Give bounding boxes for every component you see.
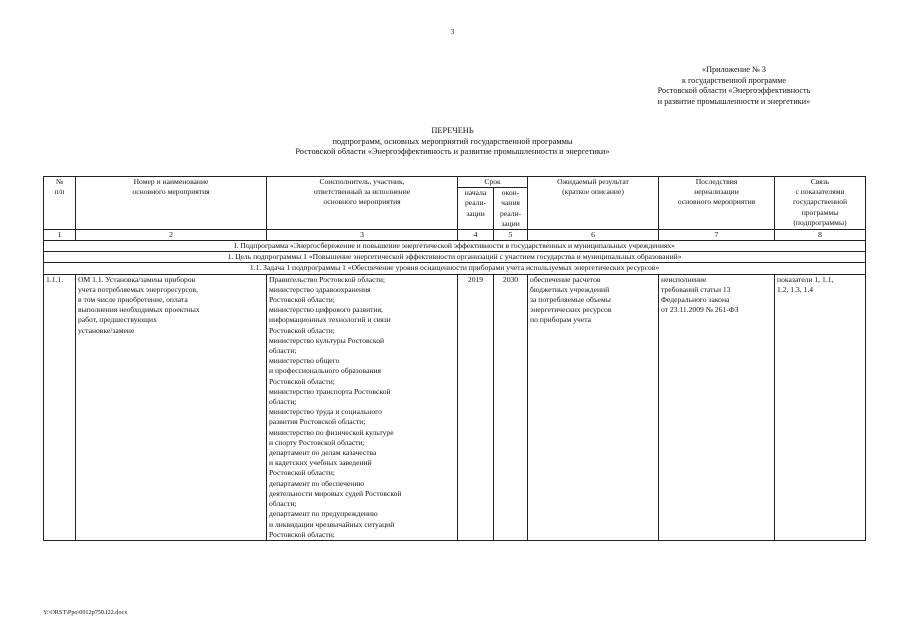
header-link: Связь с показателями государственной программы (подпрограммы)	[775, 177, 866, 230]
document-title	[0, 126, 905, 158]
row-consequences: неисполнение требований статьи 13 Федерального закона от 23.11.2009 № 261-ФЗ	[659, 274, 775, 540]
table-row	[44, 274, 866, 540]
task-title: 1.1. Задача 1 подпрограммы 1 «Обеспечение уровня оснащенности приборами учета используемых энергетических ресурсов»	[44, 263, 866, 274]
column-number: 1	[44, 230, 76, 241]
header-result: Ожидаемый результат (краткое описание)	[528, 177, 659, 230]
subprogram-row	[44, 241, 866, 252]
header-name: Номер и наименование основного мероприятия	[76, 177, 267, 230]
appendix-line: «Приложение № 3	[701, 65, 767, 74]
column-number: 5	[494, 230, 528, 241]
page-number: 3	[450, 28, 455, 36]
header-num: № п/п	[44, 177, 76, 230]
column-number-row	[44, 230, 866, 241]
goal-row	[44, 252, 866, 263]
title-line: Ростовской области «Энергоэффективность и развитие промышленности и энергетики»	[295, 147, 610, 156]
row-num: 1.1.1.	[44, 274, 76, 540]
column-number: 3	[267, 230, 458, 241]
goal-title: 1. Цель подпрограммы 1 «Повышение энергетической эффективности организаций с участием государства и муниципальных образований»	[44, 252, 866, 263]
row-executor: Правительство Ростовской области; министерство здравоохранения Ростовской области; министерство цифрового развития, информационных технологий и связи Ростовской области; министерство культуры Ростовской области; министерство общего и профессионального образования Ростовской области; министерство транспорта Ростовской области; министерство труда и социального развития Ростовской области; министерство по физической культуре и спорту Ростовской области; департамент по делам казачества и кадетских учебных заведений Ростовской области; департамент по обеспечению деятельности мировых судей Ростовской области; департамент по предупреждению и ликвидации чрезвычайных ситуаций Ростовской области;	[267, 274, 458, 540]
row-end-year: 2030	[494, 274, 528, 540]
appendix-line: и развитие промышленности и энергетики»	[657, 96, 811, 106]
column-number: 6	[528, 230, 659, 241]
column-number: 4	[458, 230, 494, 241]
row-result: обеспечение расчетов бюджетных учреждений за потребляемые объемы энергетических ресурсов по приборам учета	[528, 274, 659, 540]
appendix-line: к государственной программе	[681, 75, 787, 85]
row-start-year: 2019	[458, 274, 494, 540]
column-number: 2	[76, 230, 267, 241]
header-consequences: Последствия нереализации основного мероприятия	[659, 177, 775, 230]
title-line: подпрограмм, основных мероприятий государственной программы	[332, 136, 573, 146]
column-number: 8	[775, 230, 866, 241]
title-heading: ПЕРЕЧЕНЬ	[431, 126, 474, 135]
header-start: начала реали- зации	[458, 188, 494, 230]
header-row	[44, 177, 866, 188]
header-end: окон- чания реали- зации	[494, 188, 528, 230]
subprogram-title: I. Подпрограмма «Энергосбережение и повышение энергетической эффективности в государственных и муниципальных учреждениях»	[44, 241, 866, 252]
row-link: показатели 1, 1.1, 1.2, 1.3, 1.4	[775, 274, 866, 540]
row-name: ОМ 1.1. Установка/замена приборов учета потребляемых энергоресурсов, в том числе приобретение, оплата выполнения необходимых проектных работ, предшествующих установке/замене	[76, 274, 267, 540]
header-term: Срок	[458, 177, 528, 188]
file-path-footer: Y:\ORST\Ppo\0912p750.f22.docx	[43, 609, 128, 616]
task-row	[44, 263, 866, 274]
column-number: 7	[659, 230, 775, 241]
appendix-line: Ростовской области «Энергоэффективность	[657, 86, 811, 95]
appendix-caption	[600, 65, 868, 107]
measures-table	[43, 176, 866, 541]
header-executor: Соисполнитель, участник, ответственный за исполнение основного мероприятия	[267, 177, 458, 230]
